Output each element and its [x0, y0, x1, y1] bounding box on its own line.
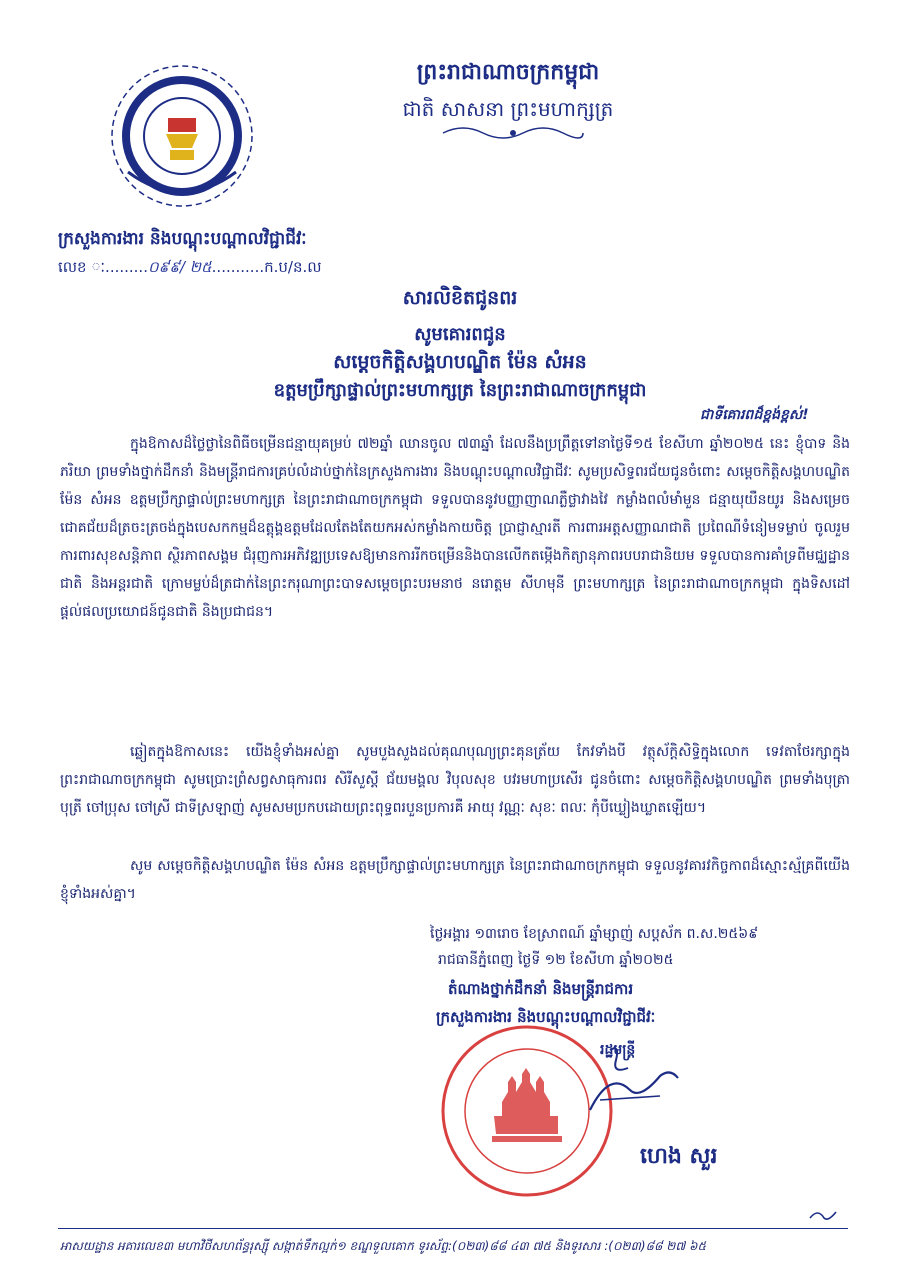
minister-role: រដ្ឋមន្ត្រី [600, 1042, 636, 1058]
letter-title: សារលិខិតជូនពរ [402, 287, 518, 309]
body-paragraph-1 [60, 430, 850, 660]
signatory-title-1: តំណាងថ្នាក់ដឹកនាំ និងមន្ត្រីរាជការ [448, 980, 634, 998]
paragraph-1-text: ក្នុងឱកាសដ៏ថ្លៃថ្លានៃពិធីចម្រើនជន្មាយុគម្រប់ ៧២ឆ្នាំ ឈានចូល ៧៣ឆ្នាំ ដែលនឹងប្រព្រឹត្តទៅនាថ្ងៃទី១៥ ខែសីហា ឆ្នាំ២០២៥ នេះ ខ្ញុំបាទ និងភរិយា ព្រមទាំងថ្នាក់ដឹកនាំ និងមន្ត្រីរាជការគ្រប់លំដាប់ថ្នាក់នៃក្រសួងការងារ និងបណ្តុះបណ្តាលវិជ្ជាជីវៈ សូមប្រសិទ្ធពរជ័យជូនចំពោះ សម្តេចកិត្តិសង្គហបណ្ឌិត ម៉ែន សំអន ឧត្តមប្រឹក្សាផ្ទាល់ព្រះមហាក្សត្រ នៃព្រះរាជាណាចក្រកម្ពុជា ទទួលបាននូវបញ្ញាញាណភ្លឺថ្លាវាងវៃ កម្លាំងពលំមាំមួន ជន្មាយុយឺនយូរ និងសម្រេចជោគជ័យដ៏ត្រចះត្រចង់ក្នុងបេសកកម្មដ៏ឧត្តុង្គឧត្តមដែលតែងតែយកអស់កម្លាំងកាយចិត្ត ប្រាជ្ញាស្មារតី ការពារអត្តសញ្ញាណជាតិ ប្រពៃណីទំនៀមទម្លាប់ ចូលរួមការពារសុខសន្តិភាព ស្ថិរភាពសង្គម ជំរុញការអភិវឌ្ឍប្រទេសឱ្យមានការរីកចម្រើននិងបានលើកតម្កើងកិត្យានុភាពរបបរាជានិយម ទទួលបានការគាំទ្រពីមជ្ឈដ្ឋានជាតិ និងអន្តរជាតិ ក្រោមម្លប់ដ៏ត្រជាក់នៃព្រះករុណាព្រះបាទសម្តេចព្រះបរមនាថ នរោត្តម សីហមុនី ព្រះមហាក្សត្រ នៃព្រះរាជាណាចក្រកម្ពុជា ក្នុងទិសដៅផ្តល់ផលប្រយោជន៍ជូនជាតិ និងប្រជាជន។ [60, 436, 850, 620]
ref-suffix: ...........ក.ប/ន.ល [211, 258, 322, 276]
footer-rule [58, 1228, 848, 1229]
addressee-name: សម្តេចកិត្តិសង្គហបណ្ឌិត ម៉ែន សំអន [333, 351, 587, 373]
signatory-title-2: ក្រសួងការងារ និងបណ្តុះបណ្តាលវិជ្ជាជីវៈ [436, 1008, 656, 1026]
paragraph-3-text: សូម សម្តេចកិត្តិសង្គហបណ្ឌិត ម៉ែន សំអន ឧត្តមប្រឹក្សាផ្ទាល់ព្រះមហាក្សត្រ នៃព្រះរាជាណាចក្រកម្ពុជា ទទួលនូវគារវកិច្ចកាពដ៏ស្មោះស្ម័គ្រពីយើងខ្ញុំទាំងអស់គ្នា។ [60, 858, 850, 902]
ref-number: ០៩៩ [147, 258, 180, 276]
ref-label: លេខ ៈ......... [58, 258, 148, 276]
greeting-close: ជាទីគោរពដ៏ខ្ពង់ខ្ពស់! [700, 407, 809, 423]
national-motto: ជាតិ សាសនា ព្រះមហាក្សត្រ [402, 97, 614, 121]
reference-number [58, 258, 322, 280]
sender-ministry: ក្រសួងការងារ និងបណ្តុះបណ្តាលវិជ្ជាជីវៈ [58, 229, 307, 249]
solar-date: រាជធានីភ្នំពេញ ថ្ងៃទី ១២ ខែសីហា ឆ្នាំ២០២៥ [438, 952, 674, 968]
ministry-logo [108, 62, 256, 210]
handwritten-initials [808, 1206, 838, 1222]
footer-address: អាសយដ្ឋាន អគារលេខ៣ មហាវិថីសហព័ន្ធរុស្ស៊ី សង្កាត់ទឹកល្អក់១ ខណ្ឌទួលគោក ទូរស័ព្ទ:(០២៣)៨៨ ៤៣ ៧៥ និងទូរសារ :(០២៣)៨៨ ២៧ ៦៥ [60, 1239, 707, 1253]
minister-name: ហេង សួរ [640, 1144, 718, 1169]
ornament-divider [438, 124, 588, 142]
paragraph-2-text: ឆ្លៀតក្នុងឱកាសនេះ យើងខ្ញុំទាំងអស់គ្នា សូមបួងសួងដល់គុណបុណ្យព្រះគុនត្រ័យ កែវទាំងបី វត្ថុស័ក្តិសិទ្ធិក្នុងលោក ទេវតាថែរក្សាក្នុងព្រះរាជាណាចក្រកម្ពុជា សូមប្រោះព្រំសព្វសាធុការពរ សិរីសួស្តី ជ័យមង្គល វិបុលសុខ បវរមហាប្រសើរ ជូនចំពោះ សម្តេចកិត្តិសង្គហបណ្ឌិត ព្រមទាំងបុត្រា បុត្រី ចៅប្រុស ចៅស្រី ជាទីស្រឡាញ់ សូមសមប្រកបដោយព្រះពុទ្ធពរបួនប្រការគឺ អាយុ វណ្ណៈ សុខៈ ពលៈ កុំបីឃ្លៀងឃ្លាតឡើយ។ [60, 744, 850, 816]
respect-line: សូមគោរពជូន [414, 324, 506, 345]
lunar-date: ថ្ងៃអង្គារ ១៣រោច ខែស្រាពណ៍ ឆ្នាំម្សាញ់ សប្តស័ក ព.ស.២៥៦៩ [430, 926, 759, 942]
body-paragraph-2 [60, 738, 850, 850]
body-paragraph-3 [60, 852, 850, 910]
ref-handwritten: / ២៥ [179, 258, 212, 276]
kingdom-name: ព្រះរាជាណាចក្រកម្ពុជា [416, 60, 600, 85]
addressee-title: ឧត្តមប្រឹក្សាផ្ទាល់ព្រះមហាក្សត្រ នៃព្រះរាជាណាចក្រកម្ពុជា [273, 380, 647, 401]
